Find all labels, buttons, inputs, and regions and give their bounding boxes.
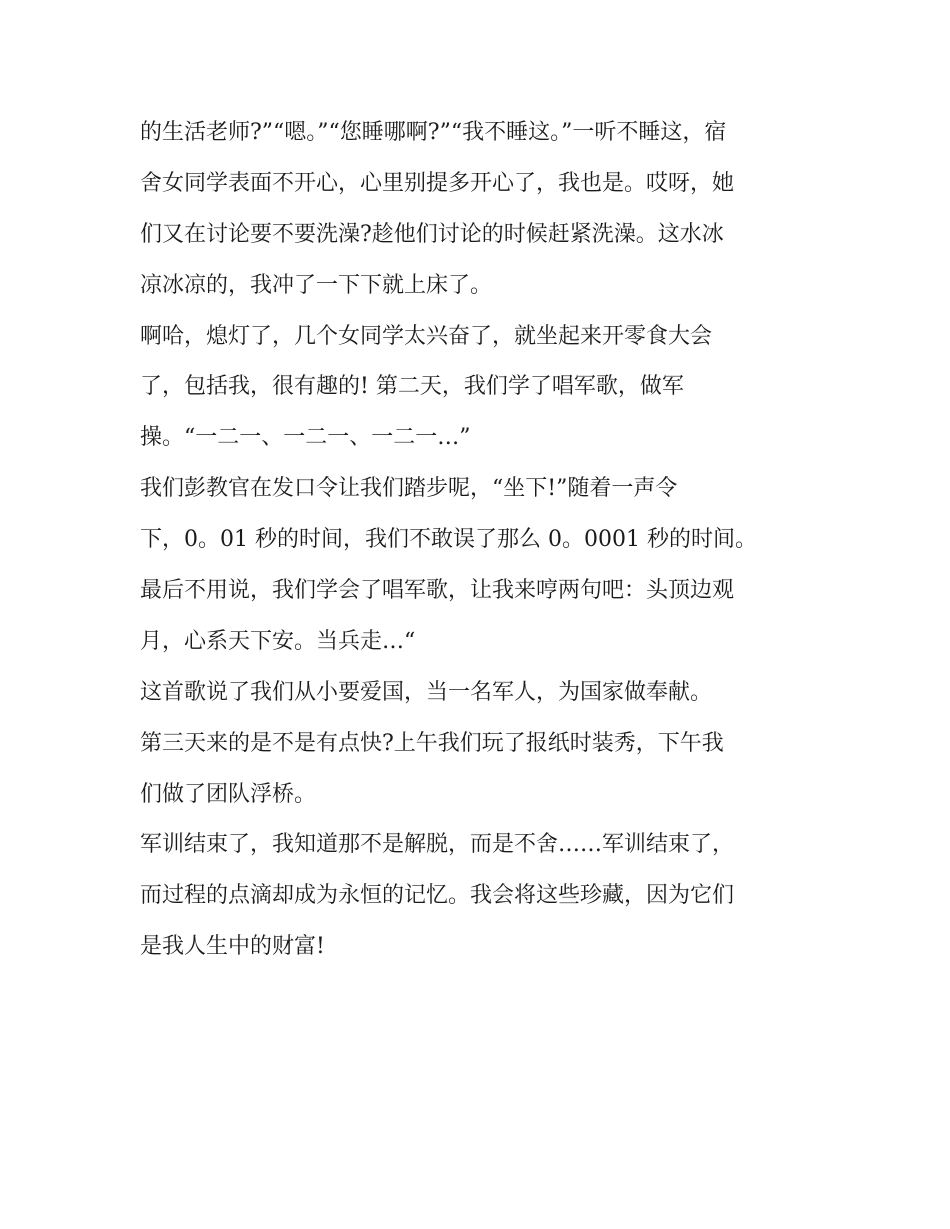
text-line: 凉冰凉的，我冲了一下下就上床了。 [140,272,493,298]
text-line: 操。“一二一、一二一、一二一…” [140,425,471,451]
text-line: 的生活老师?”“嗯。”“您睡哪啊?”“我不睡这。”一听不睡这，宿 [140,120,727,145]
text-line: 月，心系天下安。当兵走…“ [140,628,416,654]
text-line: 我们彭教官在发口令让我们踏步呢，“坐下!”随着一声令 [140,476,678,502]
text-line: 舍女同学表面不开心，心里别提多开心了，我也是。哎呀，她 [140,170,735,196]
text-line: 第三天来的是不是有点快?上午我们玩了报纸时装秀，下午我 [140,730,724,756]
text-line: 是我人生中的财富! [140,934,325,960]
text-line: 们做了团队浮桥。 [140,781,317,807]
text-line: 们又在讨论要不要洗澡?趁他们讨论的时候赶紧洗澡。这水冰 [140,221,724,247]
text-line: 而过程的点滴却成为永恒的记忆。我会将这些珍藏，因为它们 [140,883,735,909]
text-line: 了，包括我，很有趣的! 第二天，我们学了唱军歌，做军 [140,374,684,400]
text-line: 这首歌说了我们从小要爱国，当一名军人，为国家做奉献。 [140,679,713,705]
text-line: 军训结束了，我知道那不是解脱，而是不舍……军训结束了， [140,832,735,858]
text-line: 最后不用说，我们学会了唱军歌，让我来哼两句吧：头顶边观 [140,578,735,604]
text-line: 下，0。01 秒的时间，我们不敢误了那么 0。0001 秒的时间。 [140,527,757,553]
text-line: 啊哈，熄灯了，几个女同学太兴奋了，就坐起来开零食大会 [140,323,713,349]
document-body [140,108,840,973]
